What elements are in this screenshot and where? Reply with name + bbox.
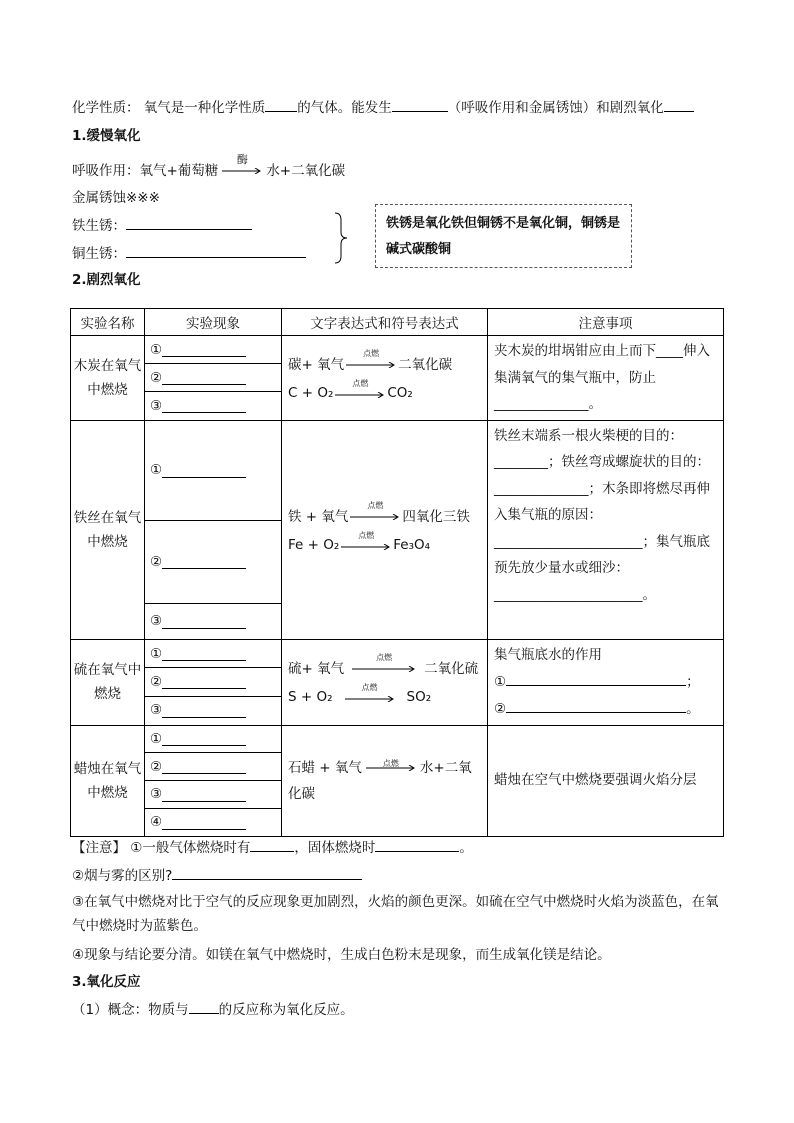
- phenomenon-item[interactable]: ①: [145, 640, 281, 668]
- respiration-arrow: [222, 153, 262, 175]
- symbol-equation: S + O₂ 点燃 SO₂: [288, 683, 432, 705]
- header-notes: 注意事项: [488, 309, 724, 336]
- oxidation-concept: （1）概念：物质与 的反应称为氧化反应。: [72, 998, 354, 1018]
- phenomenon-item[interactable]: ③: [145, 781, 281, 809]
- header-expression: 文字表达式和符号表达式: [282, 309, 488, 336]
- table-row-iron: [71, 420, 724, 639]
- iron-rust-label: 铁生锈：: [72, 218, 126, 234]
- phenomena-cell: [145, 639, 282, 725]
- symbol-equation: Fe + O₂ 点燃 Fe₃O₄: [288, 530, 431, 553]
- arrow-icon: 点燃: [341, 539, 391, 551]
- attention-line-2: ②烟与雾的区别?: [72, 864, 362, 884]
- phenomenon-item[interactable]: ①: [145, 726, 281, 754]
- respiration-left: 呼吸作用：氧气+葡萄糖: [72, 163, 219, 179]
- header-phenomenon: 实验现象: [145, 309, 282, 336]
- blank-property[interactable]: [265, 97, 297, 112]
- iron-rust-line: [72, 214, 252, 234]
- blank-gas-flame[interactable]: [250, 837, 294, 852]
- intro-mid2: （呼吸作用和金属锈蚀）和剧烈氧化: [447, 100, 664, 116]
- expression-cell: [282, 420, 488, 639]
- phenomenon-item[interactable]: ②: [145, 668, 281, 696]
- attention-line-1: 【注意】 ①一般气体燃烧时有 ，固体燃烧时 。: [72, 836, 473, 856]
- blank-copper-rust[interactable]: [126, 243, 306, 258]
- row-name: 木炭在氧气中燃烧: [71, 336, 145, 421]
- phenomenon-item[interactable]: ①: [145, 421, 281, 521]
- blank-vigorous[interactable]: [664, 97, 694, 112]
- copper-rust-label: 铜生锈：: [72, 246, 126, 262]
- vigorous-oxidation-heading: 2.剧烈氧化: [72, 272, 141, 288]
- arrow-icon: 点燃: [350, 509, 400, 521]
- respiration-line: [72, 153, 346, 179]
- phenomena-cell: [145, 420, 282, 639]
- row-name: 铁丝在氧气中燃烧: [71, 420, 145, 639]
- row-name: 蜡烛在氧气中燃烧: [71, 725, 145, 836]
- phenomenon-item[interactable]: ②: [145, 753, 281, 781]
- notes-item: ② 。: [494, 696, 717, 723]
- slow-oxidation-heading: 1.缓慢氧化: [72, 128, 141, 144]
- arrow-icon: 点燃: [346, 357, 396, 369]
- phenomenon-item[interactable]: ①: [145, 336, 281, 364]
- notes-cell: 夹木炭的坩埚钳应由上而下____伸入集满氧气的集气瓶中，防止______________。: [488, 336, 724, 421]
- word-equation: 硫+ 氧气 点燃 二氧化硫: [288, 653, 479, 677]
- blank-smoke-fog[interactable]: [172, 865, 362, 880]
- notes-cell: 蜡烛在空气中燃烧要强调火焰分层: [488, 725, 724, 836]
- arrow-icon: 点燃: [335, 387, 385, 399]
- phenomena-cell: [145, 336, 282, 421]
- arrow-icon: 点燃: [352, 661, 416, 673]
- phenomenon-item[interactable]: ④: [145, 809, 281, 836]
- phenomenon-item[interactable]: ②: [145, 521, 281, 604]
- attention-line-4: ④现象与结论要分清。如镁在氧气中燃烧时，生成白色粉末是现象，而生成氧化镁是结论。: [72, 947, 611, 963]
- word-equation: 碳+ 氧气 点燃 二氧化碳: [288, 348, 453, 373]
- enzyme-condition: 酶: [236, 153, 248, 166]
- word-equation: 石蜡 + 氧气 点燃 水+二氧化碳: [288, 758, 472, 802]
- blank-slow-oxidation[interactable]: [392, 97, 448, 112]
- intro-mid1: 的气体。能发生: [297, 100, 392, 116]
- blank-solid-burn[interactable]: [375, 837, 459, 852]
- phenomena-cell: [145, 725, 282, 836]
- table-row-candle: [71, 725, 724, 836]
- respiration-right: 水+二氧化碳: [266, 163, 346, 179]
- rust-note-box: 铁锈是氧化铁但铜锈不是氧化铜，铜锈是碱式碳酸铜: [375, 204, 632, 268]
- table-row-charcoal: [71, 336, 724, 421]
- phenomenon-item[interactable]: ③: [145, 697, 281, 724]
- expression-cell: [282, 336, 488, 421]
- phenomenon-item[interactable]: ③: [145, 392, 281, 419]
- intro-prefix: 化学性质： 氧气是一种化学性质: [72, 100, 266, 116]
- oxidation-heading: 3.氧化反应: [72, 974, 141, 990]
- combustion-table: [70, 308, 724, 837]
- symbol-equation: C + O₂ 点燃 CO₂: [288, 378, 413, 401]
- copper-rust-line: [72, 242, 306, 262]
- table-row-sulfur: [71, 639, 724, 725]
- blank-iron-rust[interactable]: [126, 215, 252, 230]
- row-name: 硫在氧气中燃烧: [71, 639, 145, 725]
- attention-line-3: ③在氧气中燃烧对比于空气的反应现象更加剧烈，火焰的颜色更深。如硫在空气中燃烧时火焰为淡蓝色，在氧气中燃烧时为蓝紫色。: [72, 894, 719, 934]
- right-brace-icon: [333, 212, 349, 264]
- arrow-icon: 点燃: [345, 691, 395, 703]
- notes-cell: [488, 639, 724, 725]
- blank-oxygen[interactable]: [189, 999, 219, 1014]
- arrow-icon: 点燃: [366, 760, 416, 772]
- word-equation: 铁 + 氧气 点燃 四氧化三铁: [288, 500, 470, 525]
- notes-cell: 铁丝末端系一根火柴梗的目的：________；铁丝弯成螺旋状的目的：______________；木条即将燃尽再伸入集气瓶的原因：______________________；集气瓶底预先放少量水或细沙：______________________。: [488, 420, 724, 639]
- notes-title: 集气瓶底水的作用: [494, 646, 602, 663]
- arrow-icon: [222, 168, 262, 174]
- phenomenon-item[interactable]: ③: [145, 604, 281, 639]
- phenomenon-item[interactable]: ②: [145, 364, 281, 392]
- expression-cell: [282, 639, 488, 725]
- metal-rust-label: 金属锈蚀※※※: [72, 190, 160, 206]
- table-header-row: [71, 309, 724, 336]
- intro-line: [72, 96, 694, 116]
- expression-cell: [282, 725, 488, 836]
- header-name: 实验名称: [71, 309, 145, 336]
- notes-item: ① ；: [494, 669, 717, 696]
